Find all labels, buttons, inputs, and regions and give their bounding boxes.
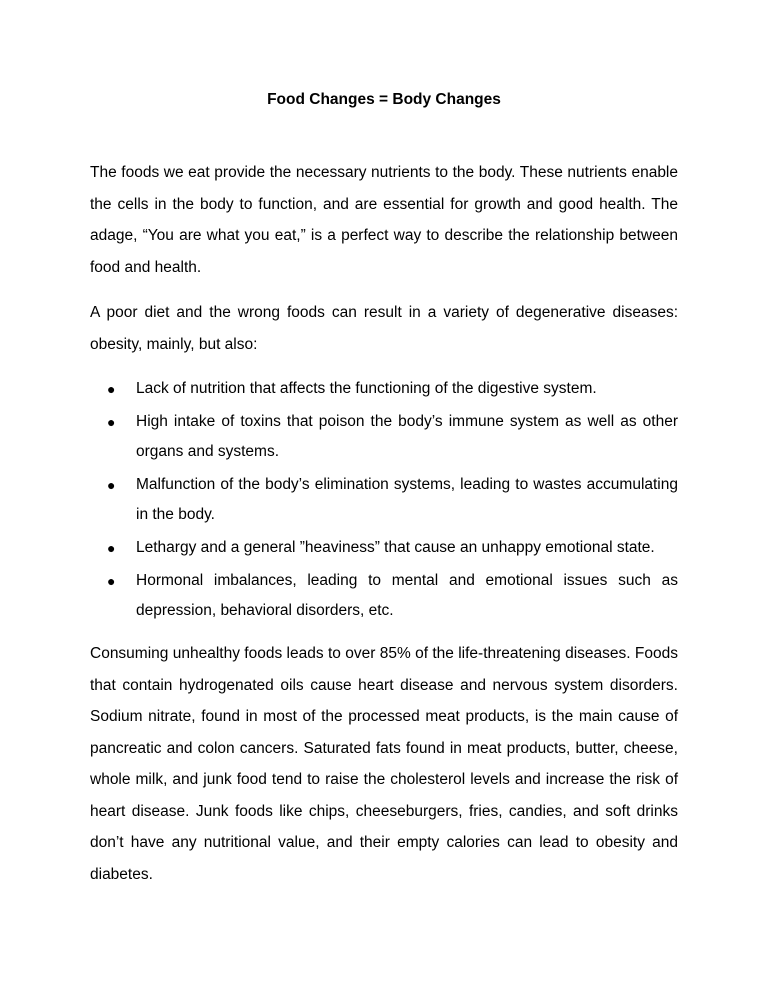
bullet-icon: ● xyxy=(107,414,116,430)
bullet-icon: ● xyxy=(107,477,116,493)
list-item-text: Lack of nutrition that affects the functioning of the digestive system. xyxy=(136,380,597,397)
disease-list xyxy=(90,374,678,626)
list-item-text: High intake of toxins that poison the body’s immune system as well as other organs and systems. xyxy=(136,413,678,460)
list-item xyxy=(90,407,678,467)
page-title: Food Changes = Body Changes xyxy=(267,91,501,108)
list-item-text: Lethargy and a general ”heaviness” that cause an unhappy emotional state. xyxy=(136,539,655,556)
poor-diet-paragraph: A poor diet and the wrong foods can result in a variety of degenerative diseases: obesity, mainly, but also: xyxy=(90,304,678,353)
unhealthy-foods-paragraph: Consuming unhealthy foods leads to over 85% of the life-threatening diseases. Foods that contain hydrogenated oils cause heart disease and nervous system disorders. Sodium nitrate, found in most of the processed meat products, is the main cause of pancreatic and colon cancers. Saturated fats found in meat products, butter, cheese, whole milk, and junk food tend to raise the cholesterol levels and increase the risk of heart disease. Junk foods like chips, cheeseburgers, fries, candies, and soft drinks don’t have any nutritional value, and their empty calories can lead to obesity and diabetes. xyxy=(90,645,678,883)
list-item-text: Malfunction of the body’s elimination systems, leading to wastes accumulating in the body. xyxy=(136,476,678,523)
bullet-icon: ● xyxy=(107,381,116,397)
list-item xyxy=(90,470,678,530)
list-item xyxy=(90,566,678,626)
bullet-icon: ● xyxy=(107,573,116,589)
list-item xyxy=(90,374,678,404)
document-body xyxy=(90,157,678,904)
list-item xyxy=(90,533,678,563)
list-item-text: Hormonal imbalances, leading to mental and emotional issues such as depression, behavioral disorders, etc. xyxy=(136,572,678,619)
bullet-icon: ● xyxy=(107,540,116,556)
intro-paragraph: The foods we eat provide the necessary nutrients to the body. These nutrients enable the cells in the body to function, and are essential for growth and good health. The adage, “You are what you eat,” is a perfect way to describe the relationship between food and health. xyxy=(90,164,678,276)
